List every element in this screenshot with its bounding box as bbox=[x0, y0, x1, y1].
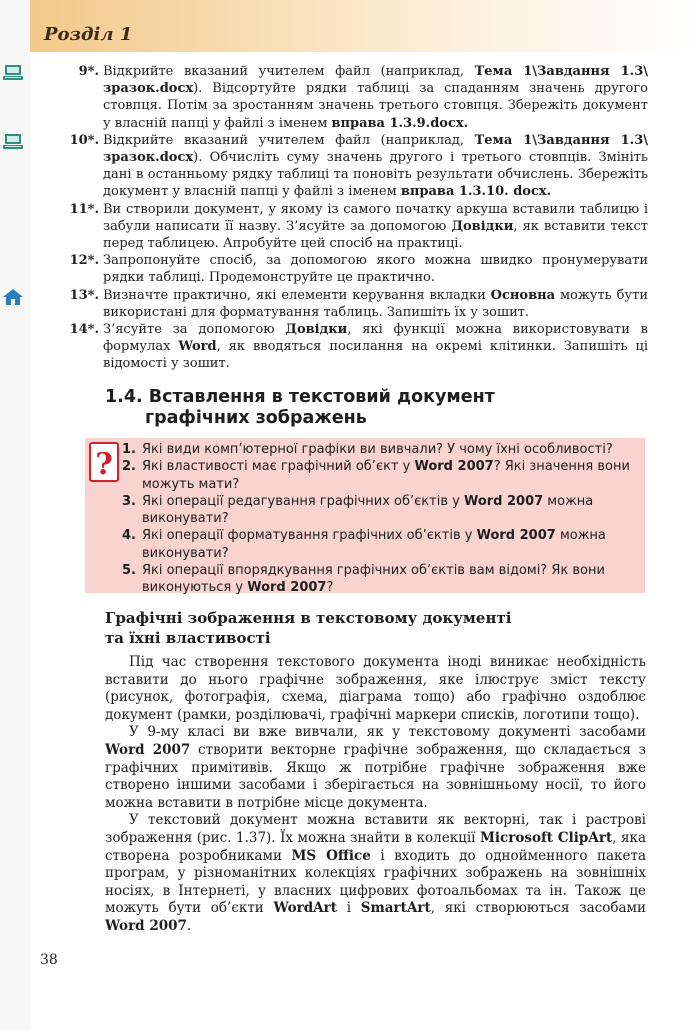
task-item bbox=[69, 132, 648, 201]
section-title-line1: 1.4. Вставлення в текстовий документ bbox=[105, 387, 495, 407]
task-number: 10*. bbox=[69, 132, 99, 148]
task-number: 12*. bbox=[69, 253, 99, 269]
question-mark-icon bbox=[89, 442, 119, 482]
page-left-margin bbox=[0, 0, 30, 1030]
task-text: Відкрийте вказаний учителем файл (наприклад, Тема 1\Завдання 1.3\ зразок.docx). Обчисліть суму значень другого і третього стовпців. Змініть дані в останньому рядку таблиці та поновіть результати обчислень. Збережіть документ у власній папці у файлі з іменем вправа 1.3.10. docx. bbox=[103, 132, 648, 200]
question-item bbox=[120, 441, 638, 458]
section-title-line2: графічних зображень bbox=[145, 408, 367, 428]
body-paragraph: Під час створення текстового документа іноді виникає необхідність вставити до нього графічне зображення, яке ілюструє зміст тексту (рисунок, фотографія, схема, діаграма тощо) або графічно оздоблює документ (рамки, розділювачі, графічні маркери списків, логотипи тощо). bbox=[105, 654, 646, 723]
task-item bbox=[78, 63, 648, 132]
task-text: Відкрийте вказаний учителем файл (наприклад, Тема 1\Завдання 1.3\ зразок.docx). Відсортуйте рядки таблиці за спаданням значень другого стовпця. Потім за зростанням значень третього стовпця. Збережіть документ у власній папці у файлі з іменем вправа 1.3.9.docx. bbox=[103, 64, 648, 131]
computer-icon bbox=[2, 133, 24, 151]
question-item bbox=[120, 493, 638, 528]
question-number: 5. bbox=[122, 563, 136, 579]
question-text: Які види комп’ютерної графіки ви вивчали? У чому їхні особливості? bbox=[142, 442, 613, 457]
task-list bbox=[69, 63, 649, 373]
question-item bbox=[120, 458, 638, 493]
home-icon bbox=[2, 288, 24, 306]
chapter-title: Розділ 1 bbox=[44, 24, 133, 45]
task-item bbox=[69, 287, 648, 321]
task-item bbox=[69, 252, 648, 286]
subheading bbox=[105, 608, 511, 648]
section-title bbox=[105, 387, 495, 429]
task-item bbox=[69, 201, 648, 253]
question-number: 4. bbox=[122, 528, 136, 544]
task-text: Запропонуйте спосіб, за допомогою якого можна швидко пронумерувати рядки таблиці. Продемонструйте це практично. bbox=[103, 253, 648, 286]
question-text: Які властивості має графічний об’єкт у Word 2007? Які значення вони можуть мати? bbox=[142, 459, 630, 492]
body-text bbox=[105, 654, 646, 936]
question-text: Які операції редагування графічних об’єктів у Word 2007 можна виконувати? bbox=[142, 493, 594, 527]
question-text: Які операції форматування графічних об’єктів у Word 2007 можна виконувати? bbox=[142, 528, 606, 561]
computer-icon bbox=[2, 64, 24, 82]
task-number: 9*. bbox=[78, 64, 99, 79]
svg-text:?: ? bbox=[95, 447, 113, 482]
task-number: 11*. bbox=[69, 201, 99, 217]
subheading-line2: та їхні властивості bbox=[105, 629, 271, 647]
question-number: 3. bbox=[122, 493, 136, 509]
page-number: 38 bbox=[40, 952, 58, 968]
task-item bbox=[69, 321, 649, 373]
task-text: З’ясуйте за допомогою Довідки, які функції можна використовувати в формулах Word, як вводяться посилання на окремі клітинки. Запишіть ці відомості у зошит. bbox=[103, 322, 649, 372]
question-item bbox=[120, 562, 638, 597]
subheading-line1: Графічні зображення в текстовому документі bbox=[105, 609, 512, 627]
question-number: 2. bbox=[122, 459, 136, 475]
question-item bbox=[120, 527, 638, 562]
questions-list bbox=[120, 441, 638, 597]
task-number: 14*. bbox=[69, 322, 99, 338]
task-number: 13*. bbox=[69, 287, 99, 303]
question-number: 1. bbox=[122, 442, 136, 457]
task-text: Ви створили документ, у якому із самого початку аркуша вставили таблицю і забули написати її назву. З’ясуйте за допомогою Довідки, як вставити текст перед таблицею. Апробуйте цей спосіб на практиці. bbox=[103, 201, 648, 252]
chapter-header bbox=[30, 0, 700, 52]
body-paragraph: У текстовий документ можна вставити як векторні, так і растрові зображення (рис. 1.37). Їх можна знайти в колекції Microsoft ClipArt, яка створена розробниками MS Office і входить до однойменного пакета програм, у різноманітних колекціях графічних зображень на зовнішніх носіях, в Інтернеті, у власних цифрових фотоальбомах та ін. Також це можуть бути об’єкти WordArt і SmartArt, які створюються засобами Word 2007. bbox=[105, 812, 647, 934]
question-text: Які операції впорядкування графічних об’єктів вам відомі? Як вони виконуються у Word 2007? bbox=[142, 563, 605, 596]
body-paragraph: У 9-му класі ви вже вивчали, як у текстовому документі засобами Word 2007 створити векторне графічне зображення, що складається з графічних примітивів. Якщо ж потрібне графічне зображення вже створено іншими засобами і зберігається на зовнішньому носії, то його можна вставити в потрібне місце документа. bbox=[105, 724, 647, 811]
task-text: Визначте практично, які елементи керування вкладки Основна можуть бути використані для форматування таблиць. Запишіть їх у зошит. bbox=[103, 287, 648, 320]
